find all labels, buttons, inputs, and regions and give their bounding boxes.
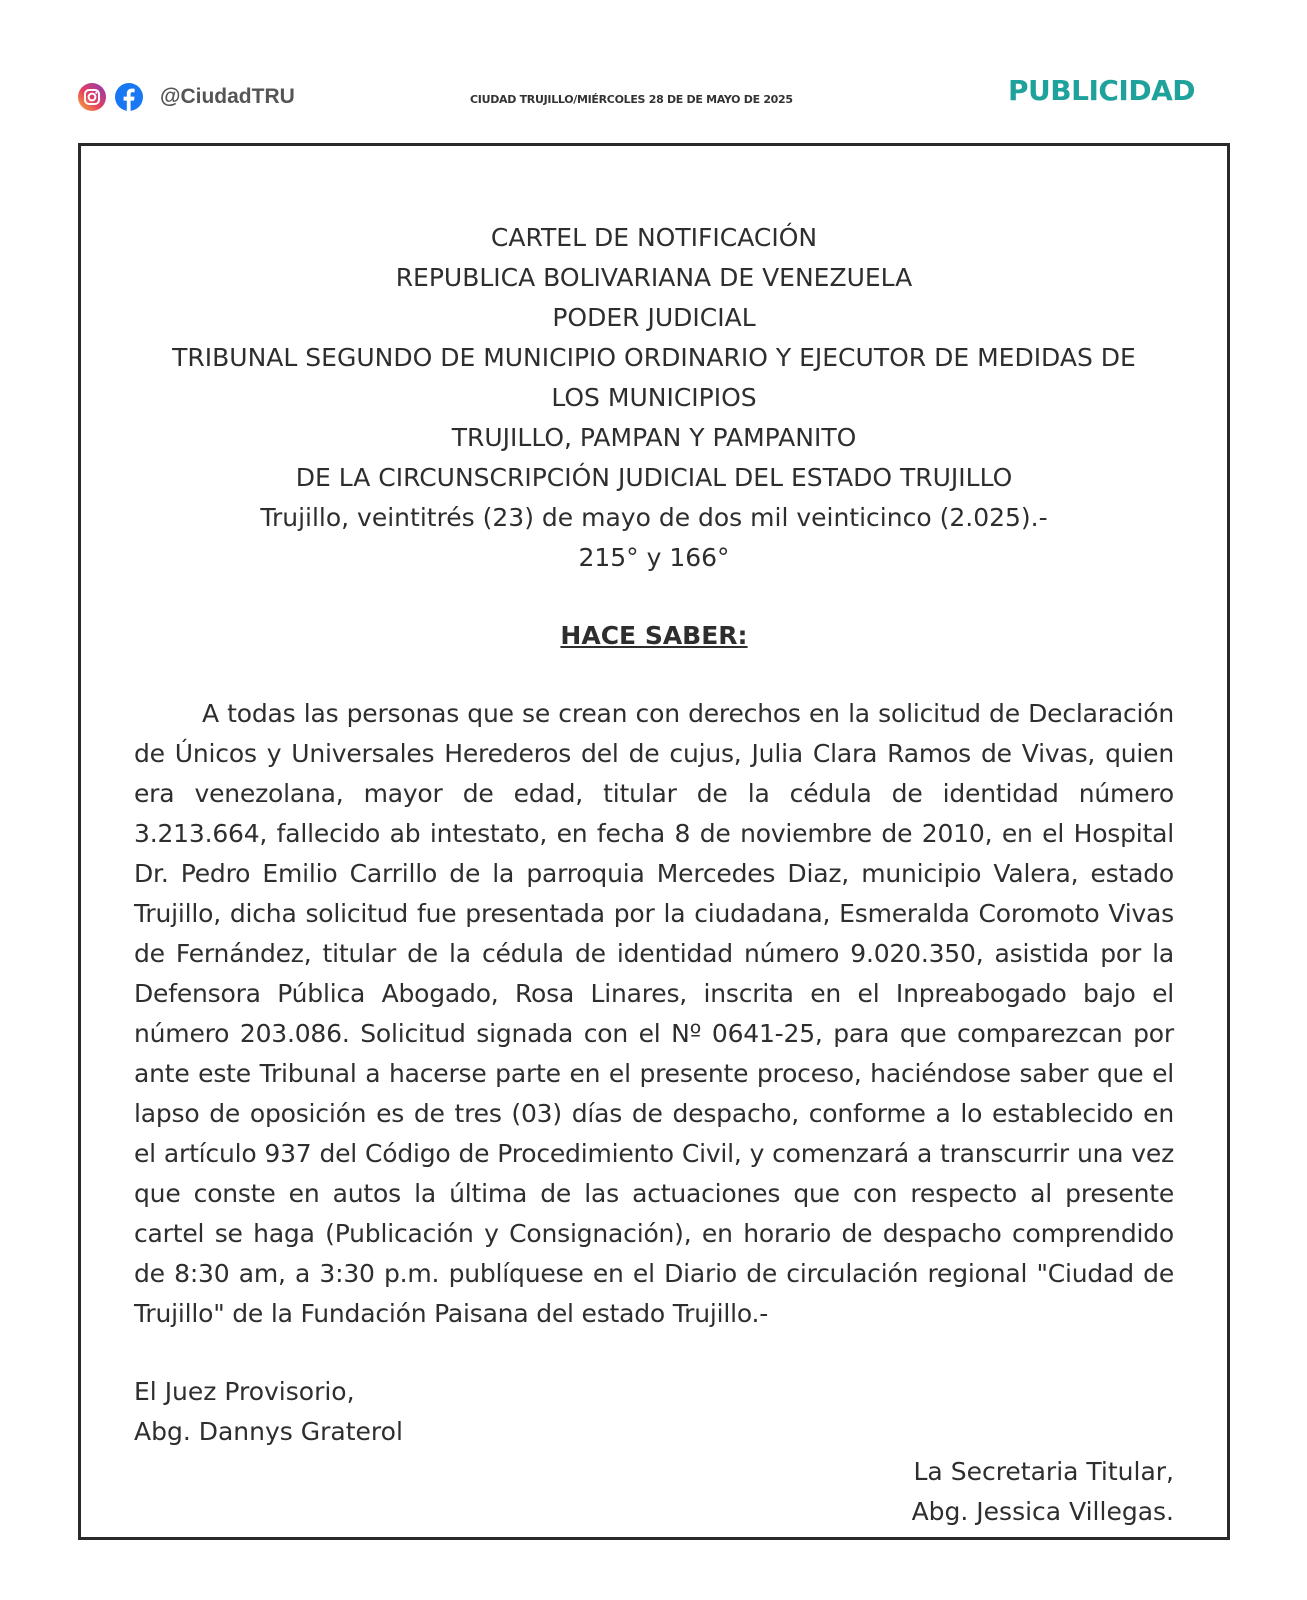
judge-signature bbox=[134, 1372, 1174, 1452]
section-label: PUBLICIDAD bbox=[1008, 74, 1195, 107]
legal-notice-content bbox=[134, 218, 1174, 1532]
heading-line: LOS MUNICIPIOS bbox=[551, 383, 757, 412]
heading-line: PODER JUDICIAL bbox=[552, 303, 756, 332]
judge-title: El Juez Provisorio, bbox=[134, 1377, 355, 1406]
dateline: CIUDAD TRUJILLO/MIÉRCOLES 28 DE DE MAYO DE 2025 bbox=[470, 93, 793, 106]
secretary-name: Abg. Jessica Villegas. bbox=[911, 1497, 1174, 1526]
heading-line: Trujillo, veintitrés (23) de mayo de dos mil veinticinco (2.025).- bbox=[260, 503, 1048, 532]
facebook-icon[interactable] bbox=[114, 82, 144, 112]
judge-name: Abg. Dannys Graterol bbox=[134, 1417, 403, 1446]
notice-heading bbox=[134, 218, 1174, 578]
secretary-signature bbox=[134, 1452, 1174, 1532]
social-links bbox=[77, 82, 295, 112]
heading-line: DE LA CIRCUNSCRIPCIÓN JUDICIAL DEL ESTADO TRUJILLO bbox=[295, 463, 1013, 492]
legal-notice-box bbox=[78, 143, 1230, 1540]
heading-line: REPUBLICA BOLIVARIANA DE VENEZUELA bbox=[395, 263, 913, 292]
social-handle[interactable]: @CiudadTRU bbox=[160, 85, 295, 108]
heading-line: 215° y 166° bbox=[578, 543, 730, 572]
secretary-title: La Secretaria Titular, bbox=[913, 1457, 1174, 1486]
heading-line: TRUJILLO, PAMPAN Y PAMPANITO bbox=[451, 423, 857, 452]
instagram-icon[interactable] bbox=[77, 82, 107, 112]
heading-line: CARTEL DE NOTIFICACIÓN bbox=[490, 223, 818, 252]
heading-line: TRIBUNAL SEGUNDO DE MUNICIPIO ORDINARIO Y EJECUTOR DE MEDIDAS DE bbox=[172, 343, 1136, 372]
page-header bbox=[0, 0, 1307, 140]
notice-body: A todas las personas que se crean con derechos en la solicitud de Declaración de Únicos y Universales Herederos del de cujus, Julia Clara Ramos de Vivas, quien era venezolana, mayor de edad, titular de la cédula de identidad número 3.213.664, fallecido ab intestato, en fecha 8 de noviembre de 2010, en el Hospital Dr. Pedro Emilio Carrillo de la parroquia Mercedes Diaz, municipio Valera, estado Trujillo, dicha solicitud fue presentada por la ciudadana, Esmeralda Coromoto Vivas de Fernández, titular de la cédula de identidad número 9.020.350, asistida por la Defensora Pública Abogado, Rosa Linares, inscrita en el Inpreabogado bajo el número 203.086. Solicitud signada con el Nº 0641-25, para que comparezcan por ante este Tribunal a hacerse parte en el presente proceso, haciéndose saber que el lapso de oposición es de tres (03) días de despacho, conforme a lo establecido en el artículo 937 del Código de Procedimiento Civil, y comenzará a transcurrir una vez que conste en autos la última de las actuaciones que con respecto al presente cartel se haga (Publicación y Consignación), en horario de despacho comprendido de 8:30 am, a 3:30 p.m. publíquese en el Diario de circulación regional "Ciudad de Trujillo" de la Fundación Paisana del estado Trujillo.- bbox=[134, 699, 1174, 1328]
hace-saber-title: HACE SABER: bbox=[560, 621, 748, 650]
